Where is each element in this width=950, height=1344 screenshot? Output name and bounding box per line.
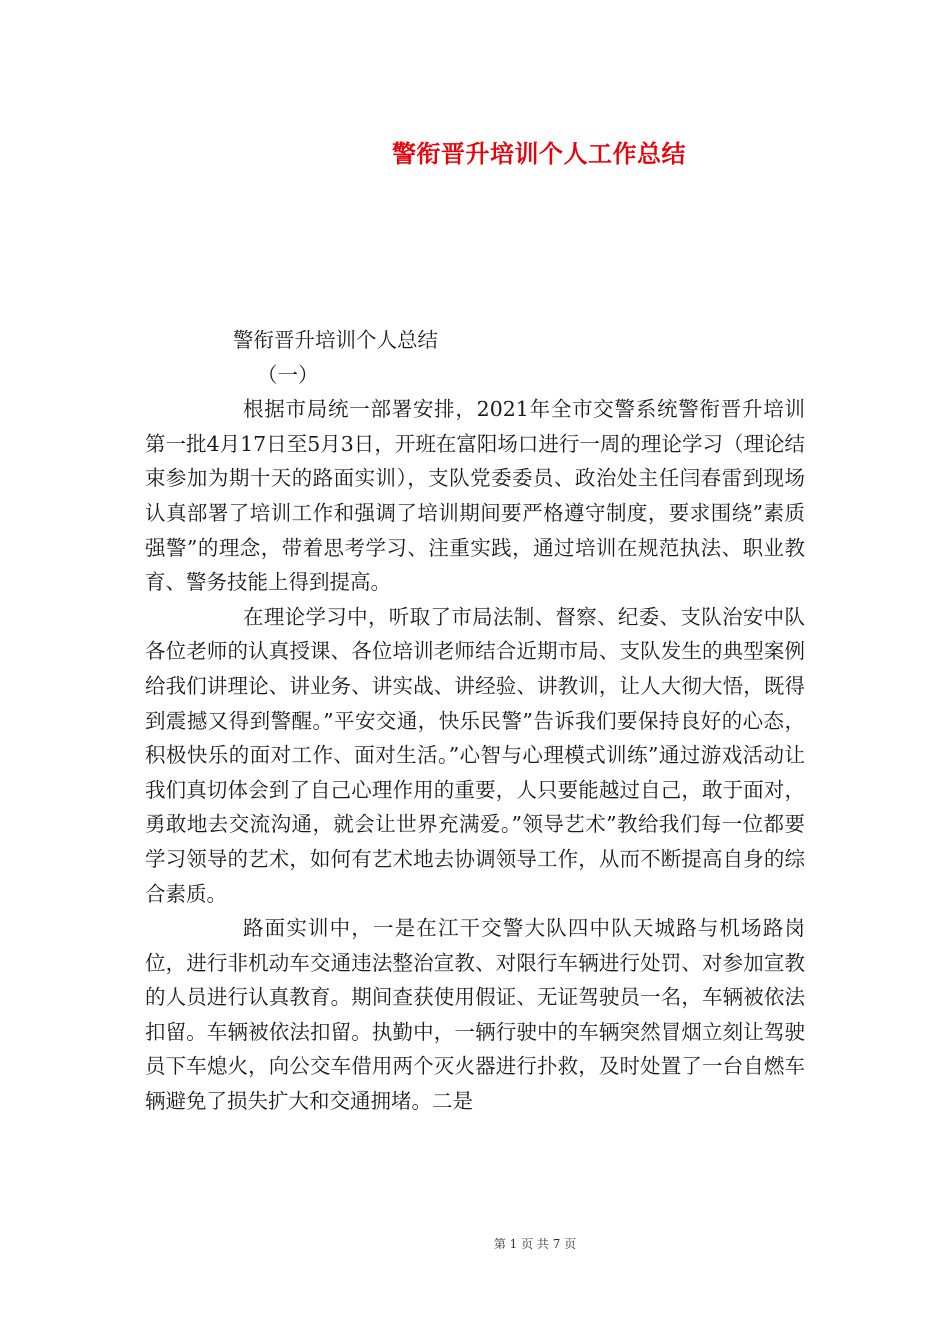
paragraph: 在理论学习中，听取了市局法制、督察、纪委、支队治安中队各位老师的认真授课、各位培训老师结合近期市局、支队发生的典型案例给我们讲理论、讲业务、讲实战、讲经验、讲教训，让人大彻大悟，既得到震撼又得到警醒。”平安交通，快乐民警”告诉我们要保持良好的心态，积极快乐的面对工作、面对生活。”心智与心理模式训练”通过游戏活动让我们真切体会到了自己心理作用的重要，人只要能越过自己，敢于面对，勇敢地去交流沟通，就会让世界充满爱。”领导艺术”教给我们每一位都要学习领导的艺术，如何有艺术地去协调领导工作，从而不断提高自身的综合素质。 [145,604,805,906]
paragraph: 根据市局统一部署安排，2021年全市交警系统警衔晋升培训第一批4月17日至5月3日，开班在富阳场口进行一周的理论学习（理论结束参加为期十天的路面实训），支队党委委员、政治处主任闫春雷到现场认真部署了培训工作和强调了培训期间要严格遵守制度，要求围绕”素质强警”的理念，带着思考学习、注重实践，通过培训在规范执法、职业教育、警务技能上得到提高。 [145,397,805,595]
paragraph: 路面实训中，一是在江干交警大队四中队天城路与机场路岗位，进行非机动车交通违法整治宣教、对限行车辆进行处罚、对参加宣教的人员进行认真教育。期间查获使用假证、无证驾驶员一名，车辆被依法扣留。车辆被依法扣留。执勤中，一辆行驶中的车辆突然冒烟立刻让驾驶员下车熄火，向公交车借用两个灭火器进行扑救，及时处置了一台自燃车辆避免了损失扩大和交通拥堵。二是 [145,916,805,1114]
document-title: 警衔晋升培训个人工作总结 [392,140,686,168]
document-subtitle: 警衔晋升培训个人总结 [233,328,438,352]
section-number: （一） [257,362,319,387]
page-number-footer: 第 1 页 共 7 页 [493,1237,577,1251]
document-body [145,323,805,1119]
